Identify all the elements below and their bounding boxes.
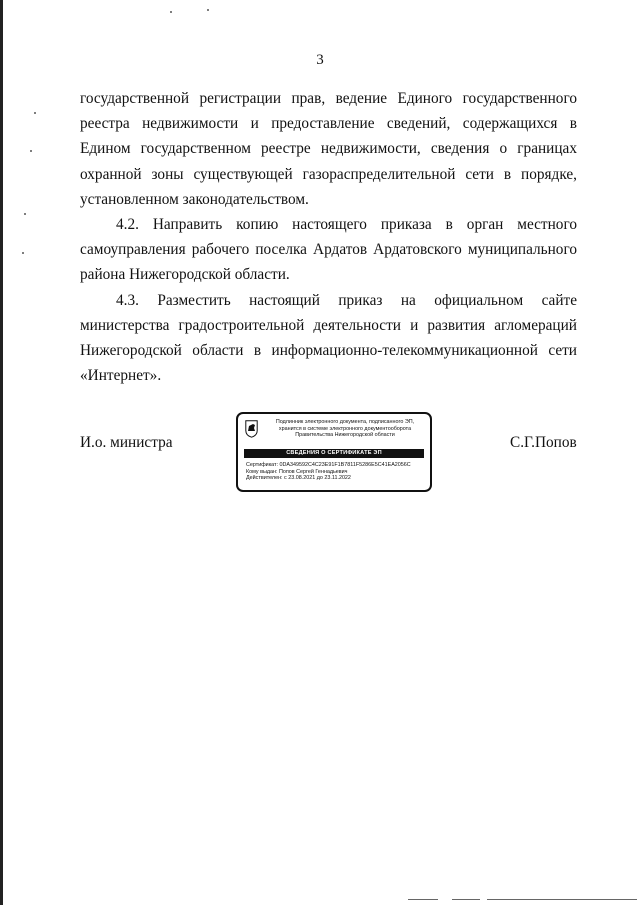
scan-speck [34,112,36,114]
signatory-name: С.Г.Попов [510,434,577,451]
footer-rule [487,899,637,900]
footer-rule [452,899,480,900]
page-number: 3 [316,52,324,68]
stamp-header [260,419,430,439]
certificate-validity: Действителен: с 23.08.2021 до 23.11.2022 [246,475,351,482]
stamp-header-line: хранится в системе электронного документооборота [278,425,412,432]
scan-speck [30,150,32,152]
certificate-owner: Кому выдан: Попов Сергей Геннадьевич [246,468,348,475]
document-body [80,86,577,388]
stamp-banner: СВЕДЕНИЯ О СЕРТИФИКАТЕ ЭП [244,449,424,458]
signatory-position: И.о. министра [80,434,173,451]
scan-speck [22,252,24,254]
stamp-header-line: Правительства Нижегородской области [295,432,395,439]
stamp-details [246,462,428,482]
scan-speck [207,9,209,11]
paragraph-4-2: 4.2. Направить копию настоящего приказа в орган местного самоуправления рабочего поселка Ардатов Ардатовского муниципального района Нижегородской области. [80,216,577,284]
scan-speck [170,11,172,13]
stamp-header-line: Подлинник электронного документа, подписанного ЭП, [275,419,415,425]
footer-rule [408,899,438,900]
certificate-number: Сертификат: 0DA349592C4C23E91F1B7811F5286E5C41EA2056C [246,462,411,468]
electronic-signature-stamp [236,412,432,492]
page-left-edge [0,0,3,905]
coat-of-arms-icon [245,420,258,438]
paragraph-4-3: 4.3. Разместить настоящий приказ на официальном сайте министерства градостроительной деятельности и развития агломераций Нижегородской области в информационно-телекоммуникационной сети «Интернет». [80,291,577,385]
scan-speck [24,213,26,215]
paragraph-continuation: государственной регистрации прав, ведение Единого государственного реестра недвижимости и предоставление сведений, содержащихся в Едином государственном реестре недвижимости, сведения о границах охранной зоны существующей газораспределительной сети в порядке, установленном законодательством. [80,90,577,208]
